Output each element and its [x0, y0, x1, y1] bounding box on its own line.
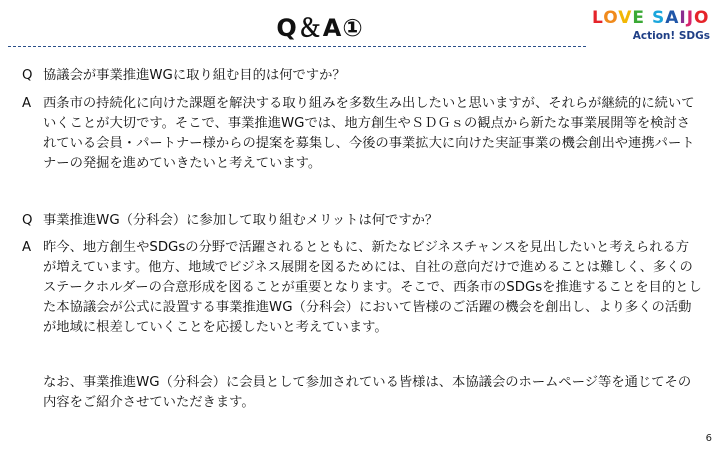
slide-title: Q＆A①: [276, 14, 364, 42]
logo-letter: I: [679, 8, 687, 28]
logo-letter: L: [592, 8, 604, 28]
logo-letter: J: [686, 8, 695, 28]
answer-2: [22, 238, 702, 338]
question-text: 協議会が事業推進WGに取り組む目的は何ですか？: [43, 68, 346, 83]
answer-1: [22, 94, 702, 174]
answer-text: 昨今、地方創生やSDGsの分野で活躍されるとともに、新たなビジネスチャンスを見出したいと考えられる方が増えています。他方、地域でビジネス展開を図るためには、自社の意向だけで進めることは難しく、多くのステークホルダーの合意形成を図ることが重要となります。そこで、西条市のSDGsを推進することを目的とした本協議会が公式に設置する事業推進WG（分科会）において皆様のご活躍の機会を創出し、より多くの活動が地域に根差していくことを応援したいと考えています。: [43, 240, 702, 335]
note-text: なお、事業推進WG（分科会）に会員として参加されている皆様は、本協議会のホームページ等を通じてその内容をご紹介させていただきます。: [43, 375, 692, 410]
answer-2-note: [22, 373, 702, 413]
q-mark: Q: [22, 68, 33, 83]
logo-letter: [645, 8, 652, 28]
q-mark: Q: [22, 213, 33, 228]
page-number: 6: [705, 433, 712, 444]
answer-text: 西条市の持続化に向けた課題を解決する取り組みを多数生み出したいと思いますが、それらが継続的に続いていくことが大切です。そこで、事業推進WGでは、地方創生やＳＤＧｓの観点から新たな事業展開等を検討されている会員・パートナー様からの提案を募集し、今後の事業拡大に向けた実証事業の機会創出や連携パートナーの発掘を進めていきたいと考えています。: [43, 96, 695, 171]
question-2: [22, 211, 702, 231]
a-mark: A: [22, 240, 32, 255]
question-text: 事業推進WG（分科会）に参加して取り組むメリットは何ですか？: [43, 213, 439, 228]
logo-letter: A: [665, 8, 680, 28]
logo-letter: O: [694, 8, 710, 28]
question-1: [22, 66, 702, 86]
logo-subtitle: Action! SDGs: [632, 30, 710, 42]
logo-letter: S: [651, 8, 666, 28]
love-saijo-logo: [592, 8, 716, 48]
logo-wordmark: [592, 8, 716, 28]
logo-letter: E: [632, 8, 646, 28]
a-mark: A: [22, 96, 32, 111]
title-divider: [8, 46, 586, 47]
logo-letter: O: [603, 8, 619, 28]
logo-letter: V: [618, 8, 633, 28]
